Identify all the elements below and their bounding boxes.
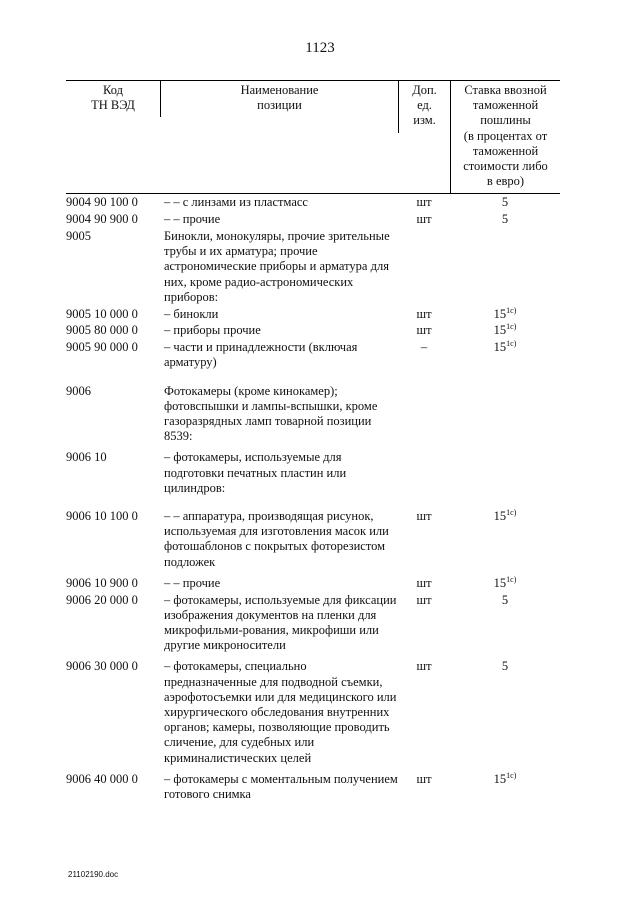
table-row [66, 772, 560, 802]
table-row [66, 576, 560, 591]
rate-value: 15 [493, 771, 507, 786]
row-unit: шт [416, 592, 432, 607]
row-name: – – с линзами из пластмасс [164, 195, 308, 210]
rate-footnote: 1c) [506, 508, 517, 518]
header-rate: Ставка ввозной таможенной пошлины (в процентах от таможенной стоимости либо в евро) [450, 81, 560, 193]
row-code: 9005 10 000 0 [66, 306, 138, 321]
row-rate [450, 576, 560, 591]
row-code: 9005 [66, 229, 91, 244]
row-unit: шт [416, 212, 432, 227]
rate-footnote: 1c) [506, 574, 517, 584]
table-row [66, 450, 560, 496]
row-name: – – прочие [164, 575, 221, 590]
row-unit [398, 229, 450, 305]
rate-footnote: 1c) [506, 339, 517, 349]
row-name: – приборы прочие [164, 323, 261, 338]
row-name: – – прочие [164, 212, 221, 227]
row-code: 9006 10 [66, 450, 107, 465]
rate-value: 5 [501, 659, 509, 674]
row-unit: шт [416, 659, 432, 674]
table-row [66, 323, 560, 338]
rate-value: 5 [501, 592, 509, 607]
row-code: 9005 80 000 0 [66, 323, 138, 338]
row-unit: шт [416, 509, 432, 524]
rate-value: 15 [493, 306, 507, 321]
row-name: – фотокамеры, используемые для подготовки печатных пластин или цилиндров: [164, 450, 347, 495]
row-code: 9005 90 000 0 [66, 340, 138, 355]
row-code: 9004 90 100 0 [66, 195, 138, 210]
row-rate [450, 772, 560, 802]
header-unit: Доп. ед. изм. [398, 81, 450, 133]
header-code: Код ТН ВЭД [91, 83, 135, 113]
row-name: – – аппаратура, производящая рисунок, используемая для изготовления масок или фотошаблонов с покрытых фоторезистом подложек [164, 509, 389, 569]
row-rate [450, 450, 560, 496]
table-row [66, 195, 560, 210]
rate-value: 15 [493, 340, 507, 355]
row-code: 9006 [66, 383, 91, 398]
row-rate [450, 384, 560, 445]
document-filename: 21102190.doc [68, 870, 119, 879]
row-unit: шт [416, 306, 432, 321]
row-name: Фотокамеры (кроме кинокамер); фотовспышки и лампы-вспышки, кроме газоразрядных ламп товарной позиции 8539: [164, 383, 378, 444]
rate-footnote: 1c) [506, 770, 517, 780]
header-name: Наименование позиции [160, 81, 398, 117]
table-row [66, 307, 560, 322]
tariff-table [66, 80, 560, 804]
rate-value: 15 [493, 323, 507, 338]
row-unit: – [420, 340, 428, 355]
rate-footnote: 1c) [506, 322, 517, 332]
row-name: – фотокамеры с моментальным получением готового снимка [164, 771, 398, 802]
row-code: 9006 30 000 0 [66, 659, 138, 674]
row-unit [398, 384, 450, 445]
row-unit: шт [416, 575, 432, 590]
row-code: 9006 10 100 0 [66, 509, 138, 524]
table-row [66, 593, 560, 654]
page-number: 1123 [305, 40, 335, 56]
row-code: 9006 20 000 0 [66, 592, 138, 607]
row-code: 9006 10 900 0 [66, 575, 138, 590]
rate-footnote: 1c) [506, 305, 517, 315]
row-code: 9006 40 000 0 [66, 771, 138, 786]
row-unit: шт [416, 195, 432, 210]
row-rate [450, 307, 560, 322]
row-rate [450, 593, 560, 654]
row-name: – бинокли [164, 306, 219, 321]
rate-value: 15 [493, 575, 507, 590]
table-row [66, 659, 560, 765]
row-name: – части и принадлежности (включая арматуру) [164, 340, 358, 370]
row-unit [398, 450, 450, 496]
row-code: 9004 90 900 0 [66, 212, 138, 227]
table-row [66, 229, 560, 305]
rate-value: 5 [501, 212, 509, 227]
row-rate [450, 229, 560, 305]
table-row [66, 212, 560, 227]
table-header [66, 80, 560, 194]
row-unit: шт [416, 771, 432, 786]
row-name: – фотокамеры, специально предназначенные для подводной съемки, аэрофотосъемки или для медицинского или хирургического обследования внутренних органов; камеры, позволяющие проводить сличение, для судебных или криминалистических целей [164, 659, 397, 765]
row-name: – фотокамеры, используемые для фиксации изображения документов на пленки для микрофильми-рования, микрофиши или другие микроносители [164, 592, 397, 653]
table-body [66, 195, 560, 802]
row-rate [450, 195, 560, 210]
row-name: Бинокли, монокуляры, прочие зрительные трубы и их арматура; прочие астрономические приборы и арматура для них, кроме радио-астрономических приборов: [164, 229, 390, 304]
row-unit: шт [416, 323, 432, 338]
table-row [66, 509, 560, 570]
rate-value: 15 [493, 509, 507, 524]
row-rate [450, 323, 560, 338]
row-rate [450, 212, 560, 227]
row-rate [450, 340, 560, 370]
rate-value: 5 [501, 195, 509, 210]
table-row [66, 384, 560, 445]
table-row [66, 340, 560, 370]
row-rate [450, 509, 560, 570]
row-rate [450, 659, 560, 765]
